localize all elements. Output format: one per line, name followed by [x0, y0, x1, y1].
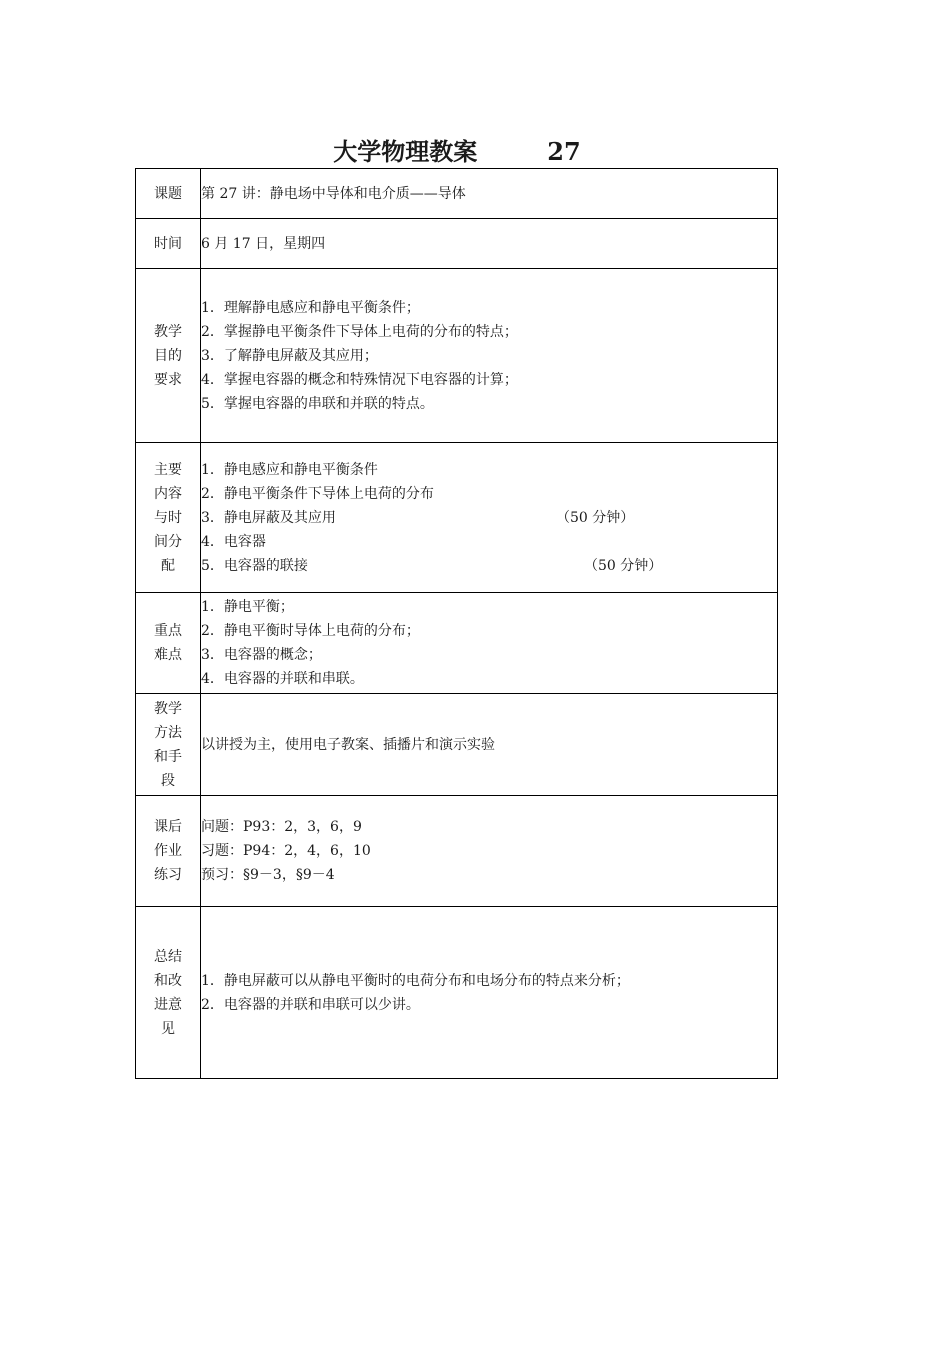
objective-item: 5．掌握电容器的串联和并联的特点。 — [201, 395, 434, 412]
keypoint-item: 3．电容器的概念； — [201, 647, 322, 663]
label-methods: 教学 方法 和手 段 — [136, 694, 201, 796]
keypoint-item: 1．静电平衡； — [201, 599, 294, 615]
keypoint-item: 2．静电平衡时导体上电荷的分布； — [201, 623, 420, 639]
content-item: 3．静电屏蔽及其应用 （50 分钟） — [201, 506, 777, 530]
row-homework — [136, 796, 778, 907]
content-item: 5．电容器的联接 （50 分钟） — [201, 554, 777, 578]
label-objectives: 教学 目的 要求 — [136, 269, 201, 443]
label-topic: 课题 — [136, 169, 201, 219]
methods-value: 以讲授为主，使用电子教案、插播片和演示实验 — [201, 694, 778, 796]
row-keypoints — [136, 593, 778, 694]
summary-item: 1．静电屏蔽可以从静电平衡时的电荷分布和电场分布的特点来分析； — [201, 972, 630, 989]
row-content — [136, 443, 778, 593]
content-item: 2．静电平衡条件下导体上电荷的分布 — [201, 485, 434, 502]
lesson-plan-table — [135, 168, 778, 1079]
row-topic — [136, 169, 778, 219]
summary-list — [201, 907, 778, 1079]
row-time — [136, 219, 778, 269]
label-summary: 总结 和改 进意 见 — [136, 907, 201, 1079]
label-time: 时间 — [136, 219, 201, 269]
objective-item: 1．理解静电感应和静电平衡条件； — [201, 299, 420, 316]
homework-item: 问题：P93：2，3，6，9 — [201, 819, 362, 835]
duration: （50 分钟） — [584, 557, 663, 574]
topic-value: 第 27 讲：静电场中导体和电介质——导体 — [201, 169, 778, 219]
keypoint-item: 4．电容器的并联和串联。 — [201, 671, 364, 687]
duration: （50 分钟） — [556, 509, 635, 526]
row-methods — [136, 694, 778, 796]
label-keypoints: 重点 难点 — [136, 593, 201, 694]
objectives-list — [201, 269, 778, 443]
title-text: 大学物理教案 — [333, 137, 478, 166]
homework-list — [201, 796, 778, 907]
row-objectives — [136, 269, 778, 443]
lecture-number: 27 — [547, 137, 581, 166]
label-content: 主要 内容 与时 间分 配 — [136, 443, 201, 593]
objective-item: 2．掌握静电平衡条件下导体上电荷的分布的特点； — [201, 323, 518, 340]
content-list — [201, 443, 778, 593]
objective-item: 4．掌握电容器的概念和特殊情况下电容器的计算； — [201, 371, 518, 388]
content-item: 1．静电感应和静电平衡条件 — [201, 461, 378, 478]
page-title — [136, 136, 778, 168]
content-item: 4．电容器 — [201, 533, 266, 550]
label-homework: 课后 作业 练习 — [136, 796, 201, 907]
homework-item: 习题：P94：2，4，6，10 — [201, 843, 371, 859]
summary-item: 2．电容器的并联和串联可以少讲。 — [201, 996, 420, 1013]
row-summary — [136, 907, 778, 1079]
time-value: 6 月 17 日，星期四 — [201, 219, 778, 269]
objective-item: 3．了解静电屏蔽及其应用； — [201, 347, 378, 364]
keypoints-list — [201, 593, 778, 694]
homework-item: 预习：§9－3，§9－4 — [201, 867, 335, 883]
